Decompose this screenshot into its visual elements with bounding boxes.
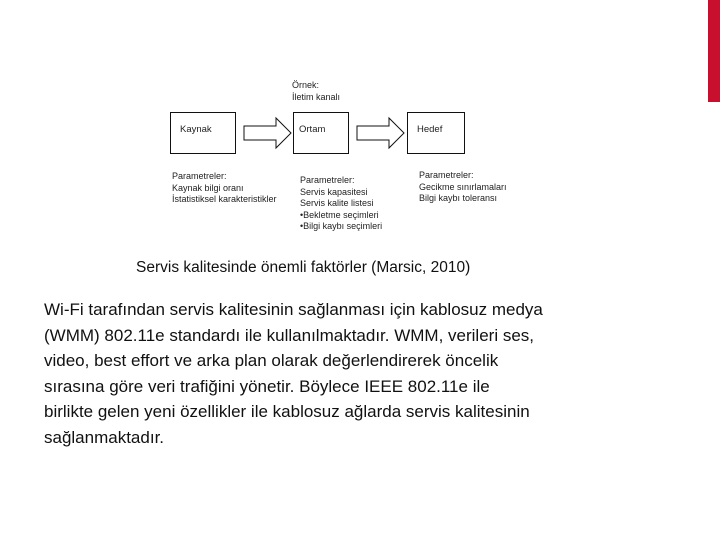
body-line: sağlanmaktadır. bbox=[44, 427, 165, 447]
medium-params bbox=[300, 175, 382, 233]
param-line: Parametreler: bbox=[419, 170, 474, 180]
param-line: Gecikme sınırlamaları bbox=[419, 181, 507, 192]
param-line: Bilgi kaybı toleransı bbox=[419, 193, 498, 203]
source-box bbox=[170, 112, 236, 154]
medium-box bbox=[293, 112, 349, 154]
accent-bar bbox=[708, 0, 720, 102]
body-line: sırasına göre veri trafiğini yönetir. Böylece IEEE 802.11e ile bbox=[44, 376, 490, 396]
body-line: video, best effort ve arka plan olarak değerlendirerek öncelik bbox=[44, 351, 499, 370]
body-paragraph bbox=[44, 297, 622, 450]
body-line: (WMM) 802.11e standardı ile kullanılmaktadır. WMM, verileri ses, bbox=[44, 325, 534, 345]
param-line: Parametreler: bbox=[300, 175, 355, 185]
diagram-title-line: Örnek: bbox=[292, 80, 320, 90]
arrow-medium-to-target bbox=[357, 118, 404, 148]
source-params bbox=[172, 171, 277, 206]
body-line: Wi-Fi tarafından servis kalitesinin sağlanması için kablosuz medya bbox=[44, 300, 543, 319]
param-line: İstatistiksel karakteristikler bbox=[172, 194, 277, 204]
source-label: Kaynak bbox=[180, 124, 212, 135]
target-label: Hedef bbox=[417, 124, 443, 135]
param-line: Parametreler: bbox=[172, 171, 227, 181]
diagram-title bbox=[292, 80, 340, 103]
diagram-title-line: İletim kanalı bbox=[292, 91, 341, 102]
target-params bbox=[419, 170, 507, 205]
param-line: Servis kapasitesi bbox=[300, 186, 368, 197]
param-line: Servis kalite listesi bbox=[300, 198, 374, 208]
body-line: birlikte gelen yeni özellikler ile kablosuz ağlarda servis kalitesinin bbox=[44, 402, 530, 421]
arrow-source-to-medium bbox=[244, 118, 291, 148]
medium-label: Ortam bbox=[299, 124, 326, 135]
figure-caption: Servis kalitesinde önemli faktörler (Marsic, 2010) bbox=[136, 259, 471, 276]
param-line: Kaynak bilgi oranı bbox=[172, 182, 244, 193]
target-box bbox=[407, 112, 465, 154]
param-line: •Bekletme seçimleri bbox=[300, 209, 379, 220]
param-line: •Bilgi kaybı seçimleri bbox=[300, 221, 383, 231]
